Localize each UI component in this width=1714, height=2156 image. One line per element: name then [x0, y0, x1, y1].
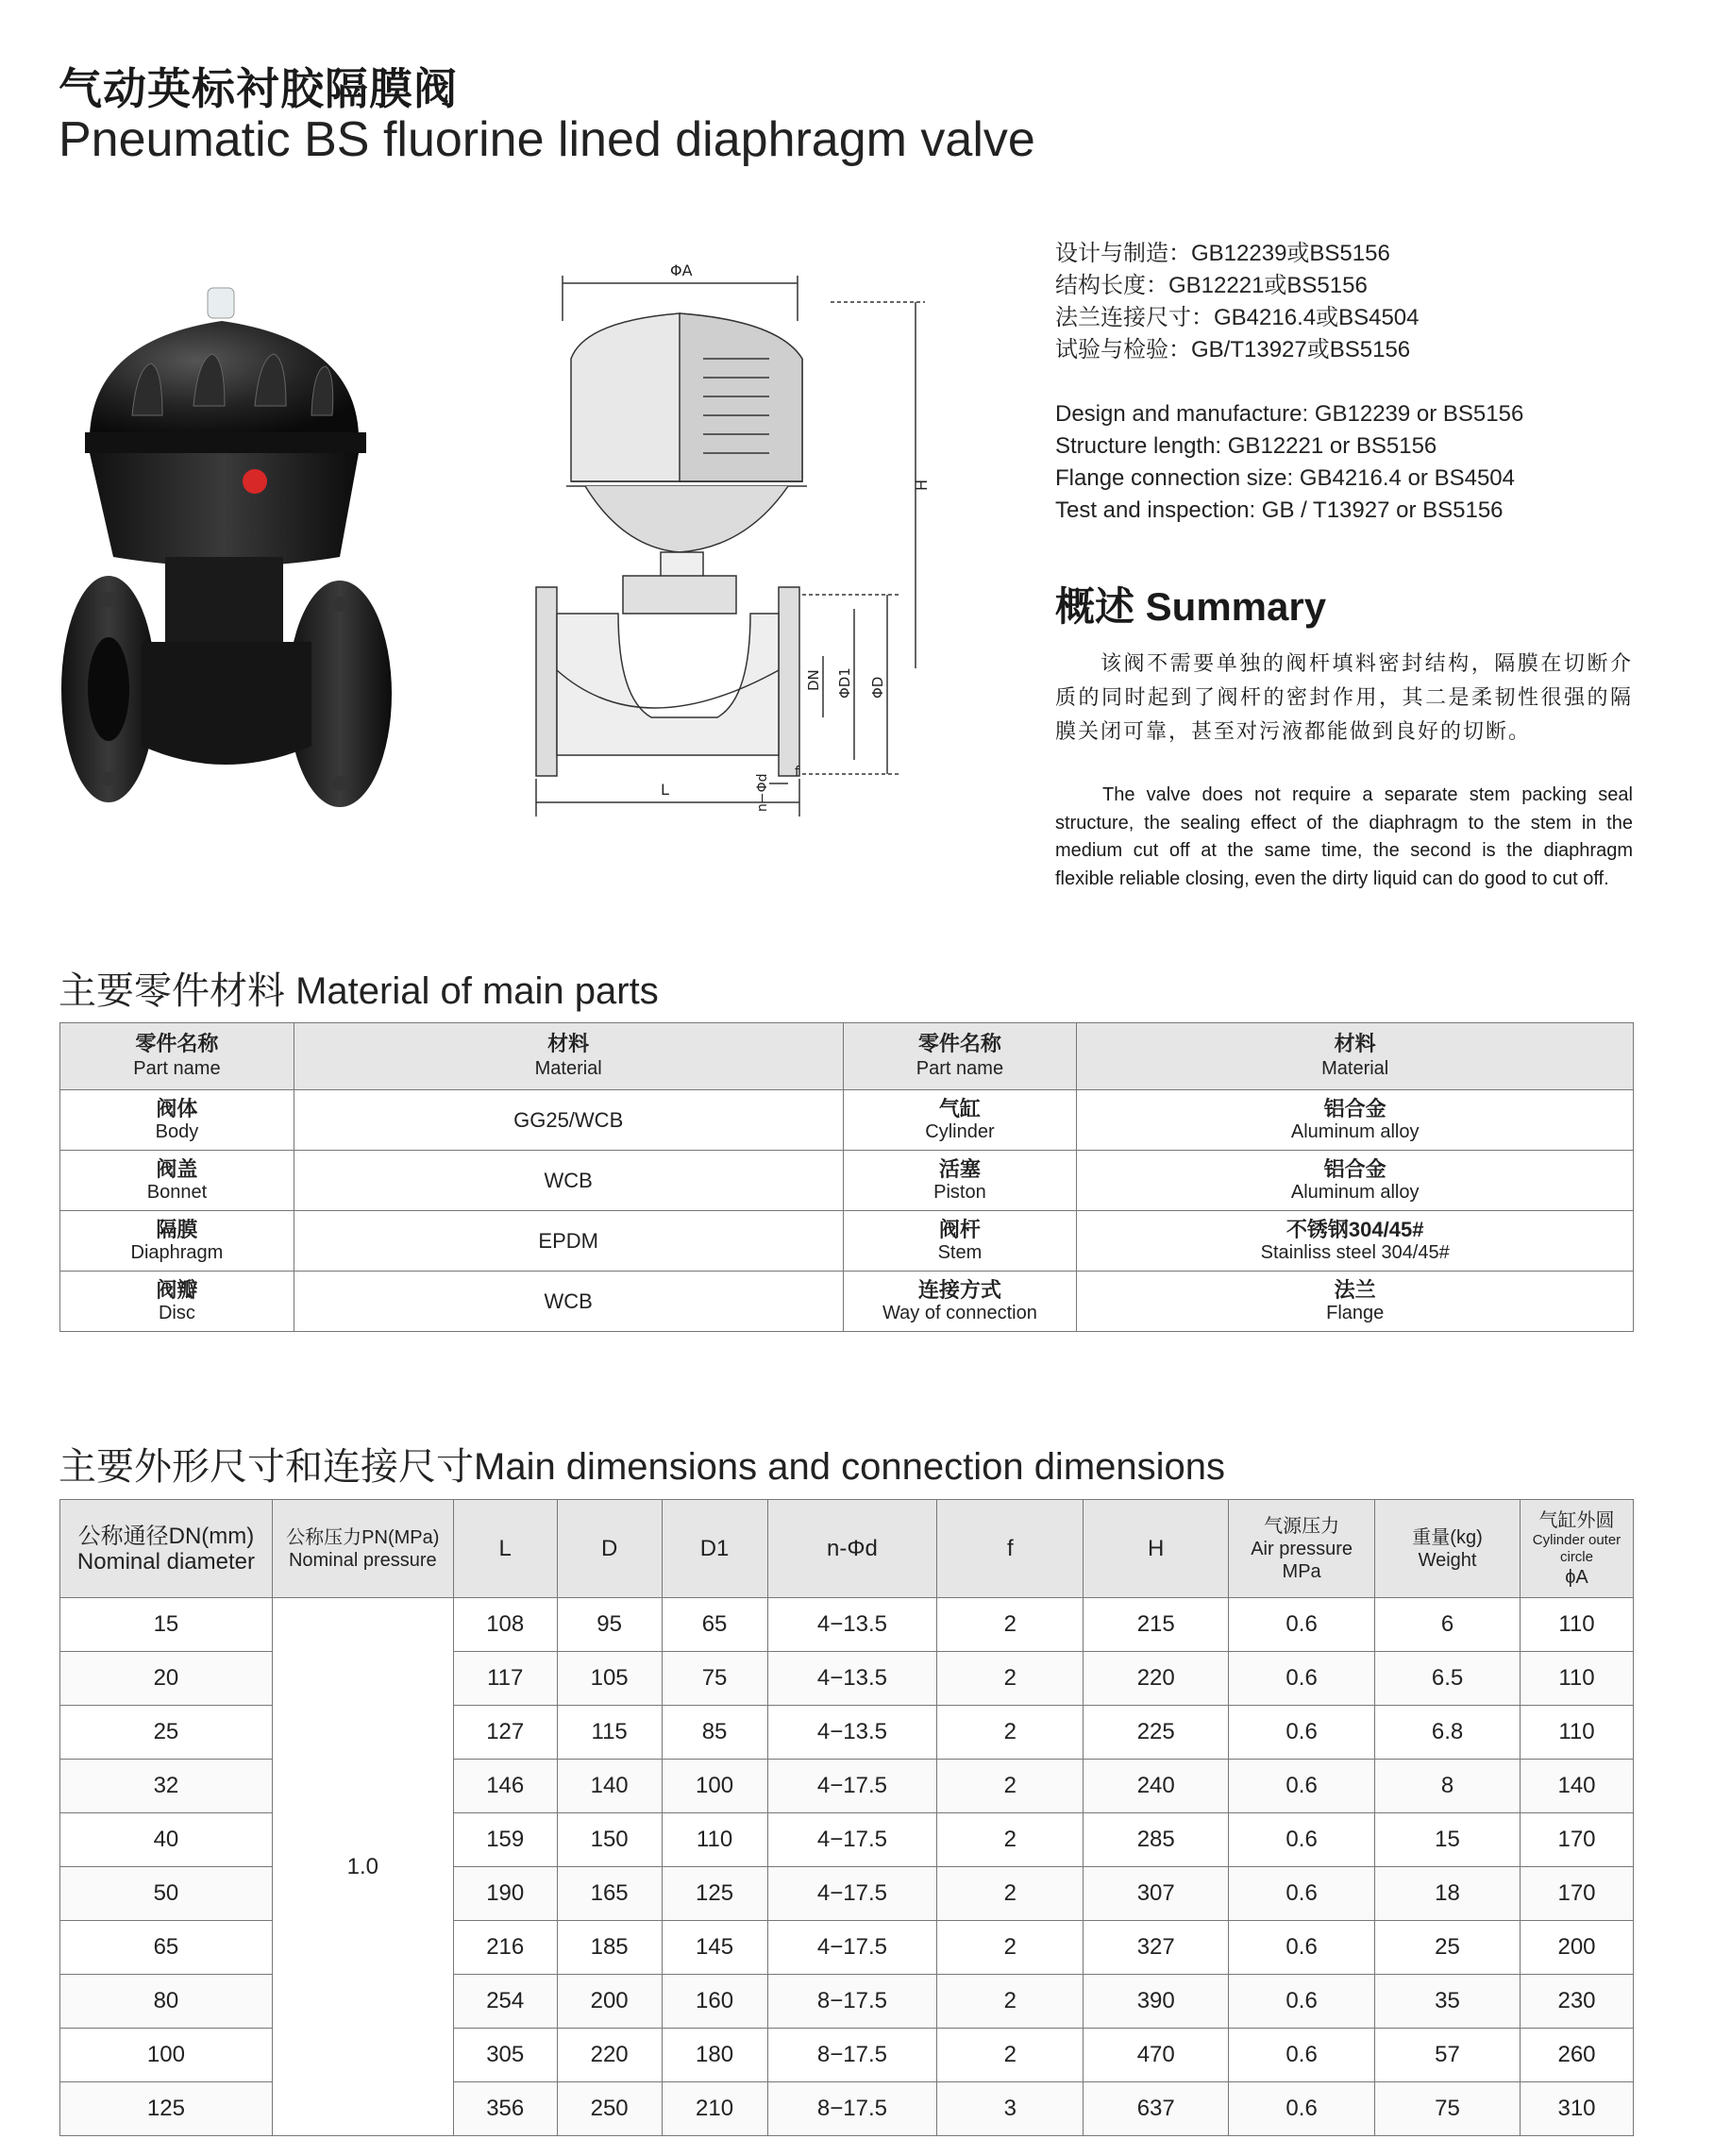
label-f: f — [795, 765, 799, 780]
table-cell: 8−17.5 — [767, 2029, 937, 2082]
table-cell: 216 — [453, 1921, 557, 1975]
table-cell: 18 — [1375, 1867, 1521, 1921]
table-cell: 0.6 — [1229, 2029, 1375, 2082]
table-cell: 40 — [60, 1813, 273, 1867]
table-cell: 159 — [453, 1813, 557, 1867]
label-phiD1: ΦD1 — [836, 667, 853, 699]
label-L: L — [661, 781, 669, 799]
table-row: 阀瓣 Disc WCB 连接方式 Way of connection 法兰 Flange — [60, 1272, 1634, 1332]
page-title-cn: 气动英标衬胶隔膜阀 — [59, 63, 458, 114]
header-cell: H — [1084, 1500, 1229, 1598]
table-cell: 250 — [557, 2082, 662, 2136]
table-row: 阀体 Body GG25/WCB 气缸 Cylinder 铝合金 Aluminum alloy — [60, 1090, 1634, 1151]
table-cell: 220 — [557, 2029, 662, 2082]
table-cell: 110 — [1520, 1598, 1633, 1652]
valve-photo — [57, 274, 415, 878]
table-cell: 65 — [60, 1921, 273, 1975]
table-cell: 8−17.5 — [767, 1975, 937, 2029]
pn-cell: 1.0 — [272, 1598, 453, 2136]
table-cell: 125 — [60, 2082, 273, 2136]
table-cell: 20 — [60, 1652, 273, 1706]
header-cell: n-Φd — [767, 1500, 937, 1598]
table-cell: 185 — [557, 1921, 662, 1975]
table-cell: 170 — [1520, 1813, 1633, 1867]
table-cell: 108 — [453, 1598, 557, 1652]
page-title-en: Pneumatic BS fluorine lined diaphragm valve — [59, 112, 1035, 167]
table-cell: 4−17.5 — [767, 1813, 937, 1867]
table-cell: 210 — [662, 2082, 767, 2136]
table-cell: 0.6 — [1229, 1598, 1375, 1652]
table-cell: 8 — [1375, 1760, 1521, 1813]
table-cell: 110 — [662, 1813, 767, 1867]
table-cell: 65 — [662, 1598, 767, 1652]
table-cell: 160 — [662, 1975, 767, 2029]
table-cell: 75 — [1375, 2082, 1521, 2136]
table-cell: 637 — [1084, 2082, 1229, 2136]
spec-en-line: Test and inspection: GB / T13927 or BS5156 — [1055, 497, 1504, 523]
table-cell: 25 — [60, 1706, 273, 1760]
materials-heading: 主要零件材料 Material of main parts — [59, 970, 659, 1012]
table-cell: 4−13.5 — [767, 1706, 937, 1760]
table-cell: 285 — [1084, 1813, 1229, 1867]
table-cell: 25 — [1375, 1921, 1521, 1975]
table-cell: 170 — [1520, 1867, 1633, 1921]
spec-cn-line: 试验与检验：GB/T13927或BS5156 — [1055, 337, 1411, 362]
table-cell: 8−17.5 — [767, 2082, 937, 2136]
table-cell: 0.6 — [1229, 1706, 1375, 1760]
table-cell: 2 — [937, 1706, 1084, 1760]
table-cell: 2 — [937, 1921, 1084, 1975]
header-cell: 重量(kg) Weight — [1375, 1500, 1521, 1598]
table-cell: 127 — [453, 1706, 557, 1760]
specs-cn — [1055, 238, 1420, 366]
header-cell: 零件名称 Part name — [60, 1023, 294, 1090]
table-cell: 3 — [937, 2082, 1084, 2136]
table-cell: 260 — [1520, 2029, 1633, 2082]
table-cell: 2 — [937, 1760, 1084, 1813]
table-cell: 145 — [662, 1921, 767, 1975]
table-cell: 150 — [557, 1813, 662, 1867]
table-cell: 0.6 — [1229, 1867, 1375, 1921]
table-cell: 35 — [1375, 1975, 1521, 2029]
table-cell: 2 — [937, 1867, 1084, 1921]
header-cell: 材料 Material — [294, 1023, 843, 1090]
header-cell: L — [453, 1500, 557, 1598]
header-cell: 材料 Material — [1077, 1023, 1634, 1090]
header-cell: f — [937, 1500, 1084, 1598]
table-header-row — [60, 1500, 1634, 1598]
label-phiD: ΦD — [869, 676, 886, 699]
spec-en-line: Design and manufacture: GB12239 or BS5156 — [1055, 401, 1524, 427]
table-cell: 110 — [1520, 1706, 1633, 1760]
table-cell: 140 — [557, 1760, 662, 1813]
table-cell: 4−17.5 — [767, 1760, 937, 1813]
table-cell: 190 — [453, 1867, 557, 1921]
table-cell: 310 — [1520, 2082, 1633, 2136]
table-cell: 6.8 — [1375, 1706, 1521, 1760]
table-cell: 2 — [937, 1598, 1084, 1652]
table-cell: 4−13.5 — [767, 1598, 937, 1652]
table-cell: 140 — [1520, 1760, 1633, 1813]
table-cell: 15 — [60, 1598, 273, 1652]
table-cell: 225 — [1084, 1706, 1229, 1760]
table-cell: 200 — [557, 1975, 662, 2029]
table-cell: 6 — [1375, 1598, 1521, 1652]
table-cell: 0.6 — [1229, 1921, 1375, 1975]
header-cell: D1 — [662, 1500, 767, 1598]
spec-en-line: Structure length: GB12221 or BS5156 — [1055, 433, 1437, 459]
table-cell: 146 — [453, 1760, 557, 1813]
table-cell: 0.6 — [1229, 1975, 1375, 2029]
header-cell: 气缸外圆 Cylinder outer circle ϕA — [1520, 1500, 1633, 1598]
table-cell: 307 — [1084, 1867, 1229, 1921]
table-cell: 2 — [937, 1813, 1084, 1867]
table-cell: 390 — [1084, 1975, 1229, 2029]
summary-heading: 概述 Summary — [1055, 584, 1327, 629]
materials-table — [59, 1022, 1634, 1332]
table-row: 阀盖 Bonnet WCB 活塞 Piston 铝合金 Aluminum alloy — [60, 1151, 1634, 1211]
table-cell: 4−17.5 — [767, 1867, 937, 1921]
table-header-row — [60, 1023, 1634, 1090]
table-cell: 50 — [60, 1867, 273, 1921]
header-cell: 公称压力PN(MPa) Nominal pressure — [272, 1500, 453, 1598]
table-cell: 85 — [662, 1706, 767, 1760]
label-H: H — [913, 479, 931, 491]
table-cell: 95 — [557, 1598, 662, 1652]
table-cell: 470 — [1084, 2029, 1229, 2082]
table-cell: 0.6 — [1229, 1760, 1375, 1813]
table-cell: 100 — [60, 2029, 273, 2082]
table-cell: 0.6 — [1229, 1652, 1375, 1706]
label-n-phid: n−Φd — [755, 773, 770, 812]
table-cell: 125 — [662, 1867, 767, 1921]
table-cell: 254 — [453, 1975, 557, 2029]
table-cell: 75 — [662, 1652, 767, 1706]
table-cell: 327 — [1084, 1921, 1229, 1975]
table-cell: 230 — [1520, 1975, 1633, 2029]
table-cell: 165 — [557, 1867, 662, 1921]
table-cell: 15 — [1375, 1813, 1521, 1867]
table-cell: 100 — [662, 1760, 767, 1813]
spec-en-line: Flange connection size: GB4216.4 or BS4504 — [1055, 465, 1515, 491]
table-cell: 115 — [557, 1706, 662, 1760]
table-cell: 117 — [453, 1652, 557, 1706]
table-cell: 200 — [1520, 1921, 1633, 1975]
table-cell: 0.6 — [1229, 1813, 1375, 1867]
table-cell: 180 — [662, 2029, 767, 2082]
summary-text-cn: 该阀不需要单独的阀杆填料密封结构，隔膜在切断介质的同时起到了阀杆的密封作用，其二是柔韧性很强的隔膜关闭可靠，甚至对污液都能做到良好的切断。 — [1055, 652, 1633, 744]
table-cell: 2 — [937, 2029, 1084, 2082]
dimensions-heading: 主要外形尺寸和连接尺寸Main dimensions and connection dimensions — [59, 1446, 1226, 1488]
label-phiA: ΦA — [670, 261, 693, 279]
spec-cn-line: 结构长度：GB12221或BS5156 — [1055, 273, 1368, 298]
table-cell: 2 — [937, 1652, 1084, 1706]
table-cell: 356 — [453, 2082, 557, 2136]
table-cell: 2 — [937, 1975, 1084, 2029]
spec-cn-line: 法兰连接尺寸：GB4216.4或BS4504 — [1055, 305, 1420, 330]
header-cell: 公称通径DN(mm) Nominal diameter — [60, 1500, 273, 1598]
table-cell: 4−13.5 — [767, 1652, 937, 1706]
table-cell: 305 — [453, 2029, 557, 2082]
table-row: 隔膜 Diaphragm EPDM 阀杆 Stem 不锈钢304/45# Stainliss steel 304/45# — [60, 1211, 1634, 1272]
table-cell: 4−17.5 — [767, 1921, 937, 1975]
dimensions-table — [59, 1499, 1634, 2136]
table-cell: 80 — [60, 1975, 273, 2029]
table-cell: 220 — [1084, 1652, 1229, 1706]
table-cell: 215 — [1084, 1598, 1229, 1652]
table-cell: 240 — [1084, 1760, 1229, 1813]
label-DN: DN — [805, 669, 822, 691]
table-cell: 0.6 — [1229, 2082, 1375, 2136]
spec-cn-line: 设计与制造：GB12239或BS5156 — [1055, 241, 1390, 266]
header-cell: 气源压力 Air pressure MPa — [1229, 1500, 1375, 1598]
table-cell: 110 — [1520, 1652, 1633, 1706]
header-cell: 零件名称 Part name — [843, 1023, 1077, 1090]
header-cell: D — [557, 1500, 662, 1598]
table-row — [60, 1598, 1634, 1652]
valve-technical-drawing — [529, 255, 963, 831]
table-cell: 105 — [557, 1652, 662, 1706]
table-cell: 32 — [60, 1760, 273, 1813]
summary-text-en: The valve does not require a separate stem packing seal structure, the sealing effect of the diaphragm to the stem in the medium cut off at the same time, the second is the diaphragm flexible reliable closing, even the dirty liquid can do good to cut off. — [1055, 784, 1633, 889]
specs-en — [1055, 398, 1523, 527]
table-cell: 6.5 — [1375, 1652, 1521, 1706]
table-cell: 57 — [1375, 2029, 1521, 2082]
